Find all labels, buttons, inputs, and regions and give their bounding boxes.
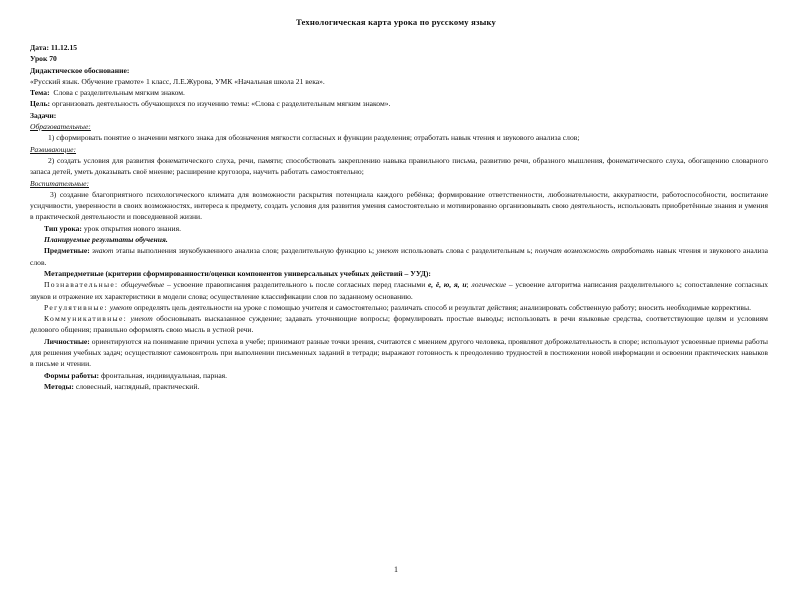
- page-number: 1: [394, 565, 398, 574]
- topic-value: Слова с разделительным мягким знаком.: [53, 88, 185, 98]
- topic-label: Тема:: [30, 88, 50, 98]
- planned-results-label: Планируемые результаты обучения.: [44, 235, 168, 245]
- developing-label: Развивающие:: [30, 144, 77, 154]
- cognitive-label: Познавательные:: [44, 280, 119, 290]
- metasubject-label: Метапредметные (критерии сформированности/оценки компонентов универсальных учебных действий – УУД):: [44, 268, 431, 278]
- lesson-line: [30, 53, 768, 64]
- personal-label: Личностные:: [44, 336, 90, 346]
- goal-label: Цель:: [30, 99, 51, 109]
- cognitive-text2: – усвоение алгоритма написания разделительного ь; сопоставление согласных звуков и отражение их характеристики в модели слова; осуществление классификации слов по заданному основанию.: [30, 280, 768, 301]
- upbringing-text: 3) создание благоприятного психологического климата для возможности раскрытия потенциала каждого ребёнка; формирование ответственности, любознательности, аккуратности, работоспособности, воспитание усидчивости, уверенности в своих возможностях, интереса к предмету, создать условия для развития умения самостоятельно и мотивированно организовывать свою деятельность, использовать приобретённые знания и умения в практической деятельности и повседневной жизни.: [30, 189, 768, 222]
- subject-text2: использовать слова с разделительным ь;: [400, 246, 533, 256]
- upbringing-heading: [30, 178, 768, 189]
- subject-opportunity: получат возможность отработать: [534, 246, 655, 256]
- didactic-label: Дидактическое обоснование:: [30, 65, 130, 75]
- cognitive-text1: – усвоение правописания разделительного ь после согласных перед гласными: [166, 280, 426, 290]
- personal-paragraph: [30, 336, 768, 370]
- work-forms-label: Формы работы:: [44, 370, 100, 380]
- document-body: [30, 42, 768, 392]
- textbook-line: [30, 76, 768, 87]
- date-value: 11.12.15: [50, 43, 78, 52]
- communicative-can: умеют: [130, 314, 153, 324]
- date-label: Дата:: [30, 43, 49, 52]
- date-line: [30, 42, 768, 53]
- regulative-paragraph: [30, 302, 768, 313]
- upbringing-paragraph: [30, 189, 768, 223]
- work-forms-line: [30, 370, 768, 381]
- educational-label: Образовательные:: [30, 122, 91, 132]
- work-forms-value: фронтальная, индивидуальная, парная.: [100, 370, 228, 380]
- communicative-text: обосновывать высказанное суждение; задавать уточняющие вопросы; формулировать простые выводы; использовать в речи языковые средства, соответствующие целям и условиям делового общения; правильно оформлять свою мысль в устной речи.: [30, 314, 768, 335]
- personal-text: ориентируются на понимание причин успеха в учебе; принимают разные точки зрения, считаются с мнением другого человека, проявляют доброжелательность в споре; используют усвоенные приемы работы для решения учебных задач; осуществляют самоконтроль при выполнении письменных заданий в тетради; выражают готовность к преодолению трудностей в постижении новой информации и освоении практических навыков в письме и чтении.: [30, 336, 768, 369]
- lesson-label: Урок 70: [30, 54, 57, 64]
- educational-paragraph: [30, 132, 768, 143]
- upbringing-label: Воспитательные:: [30, 178, 90, 188]
- planned-results-line: [30, 234, 768, 245]
- cognitive-paragraph: Познавательные: общеучебные – усвоение правописания разделительного ь после согласных перед гласными е, ё, ю, я, и; логические – усвоение алгоритма написания разделительного ь; сопоставление согласных звуков и отражение их характеристики в модели слова; осуществление классификации слов по заданному основанию.: [30, 280, 768, 301]
- lesson-type-value: урок открытия нового знания.: [83, 223, 181, 233]
- regulative-label: Регулятивные:: [44, 302, 108, 312]
- tasks-label: Задачи:: [30, 110, 57, 120]
- regulative-can: умеют: [109, 302, 133, 312]
- developing-heading: [30, 144, 768, 155]
- subject-knows: знают: [92, 246, 114, 256]
- lesson-type-label: Тип урока:: [44, 223, 82, 233]
- developing-paragraph: [30, 155, 768, 178]
- goal-line: [30, 98, 768, 109]
- educational-text: 1) сформировать понятие о значении мягкого знака для обозначения мягкости согласных и функции разделения; отработать навык чтения и звукового анализа слов;: [48, 133, 580, 143]
- communicative-paragraph: [30, 313, 768, 336]
- methods-value: словесный, наглядный, практический.: [75, 381, 200, 391]
- methods-line: [30, 381, 768, 392]
- metasubject-line: [30, 268, 768, 279]
- regulative-text: определять цель деятельности на уроке с помощью учителя и самостоятельно; различать способ и результат действия; анализировать собственную работу; вносить необходимые коррективы.: [133, 302, 751, 312]
- communicative-label: Коммуникативные:: [44, 314, 128, 324]
- goal-value: организовать деятельность обучающихся по изучению темы: «Слова с разделительным мягким знаком».: [52, 99, 391, 109]
- subject-text1: этапы выполнения звукобуквенного анализа слов; разделительную функцию ь;: [115, 246, 375, 256]
- cognitive-logical: логические: [471, 280, 507, 290]
- cognitive-general: общеучебные: [121, 280, 165, 290]
- subject-label: Предметные:: [44, 246, 90, 256]
- methods-label: Методы:: [44, 381, 74, 391]
- lesson-type-line: [30, 223, 768, 234]
- textbook-text: «Русский язык. Обучение грамоте» 1 класс, Л.Е.Журова, УМК «Начальная школа 21 века».: [30, 76, 325, 86]
- subject-paragraph: [30, 245, 768, 268]
- subject-can: умеют: [376, 246, 399, 256]
- tasks-line: [30, 110, 768, 121]
- developing-text: 2) создать условия для развития фонематического слуха, речи, памяти; способствовать закреплению навыка правильного письма, развитию речи, образного мышления, фонематического слуха, обогащению словарного запаса детей, уметь доказывать своё мнение; расширение кругозора, научить работать самостоятельно;: [30, 155, 768, 177]
- cognitive-letters: е, ё, ю, я, и: [427, 280, 467, 290]
- document-title: Технологическая карта урока по русскому языку: [295, 17, 497, 27]
- didactic-line: [30, 65, 768, 76]
- topic-line: [30, 87, 768, 98]
- subject-text3: навык чтения и звукового анализа слов.: [30, 246, 769, 267]
- educational-heading: [30, 121, 768, 132]
